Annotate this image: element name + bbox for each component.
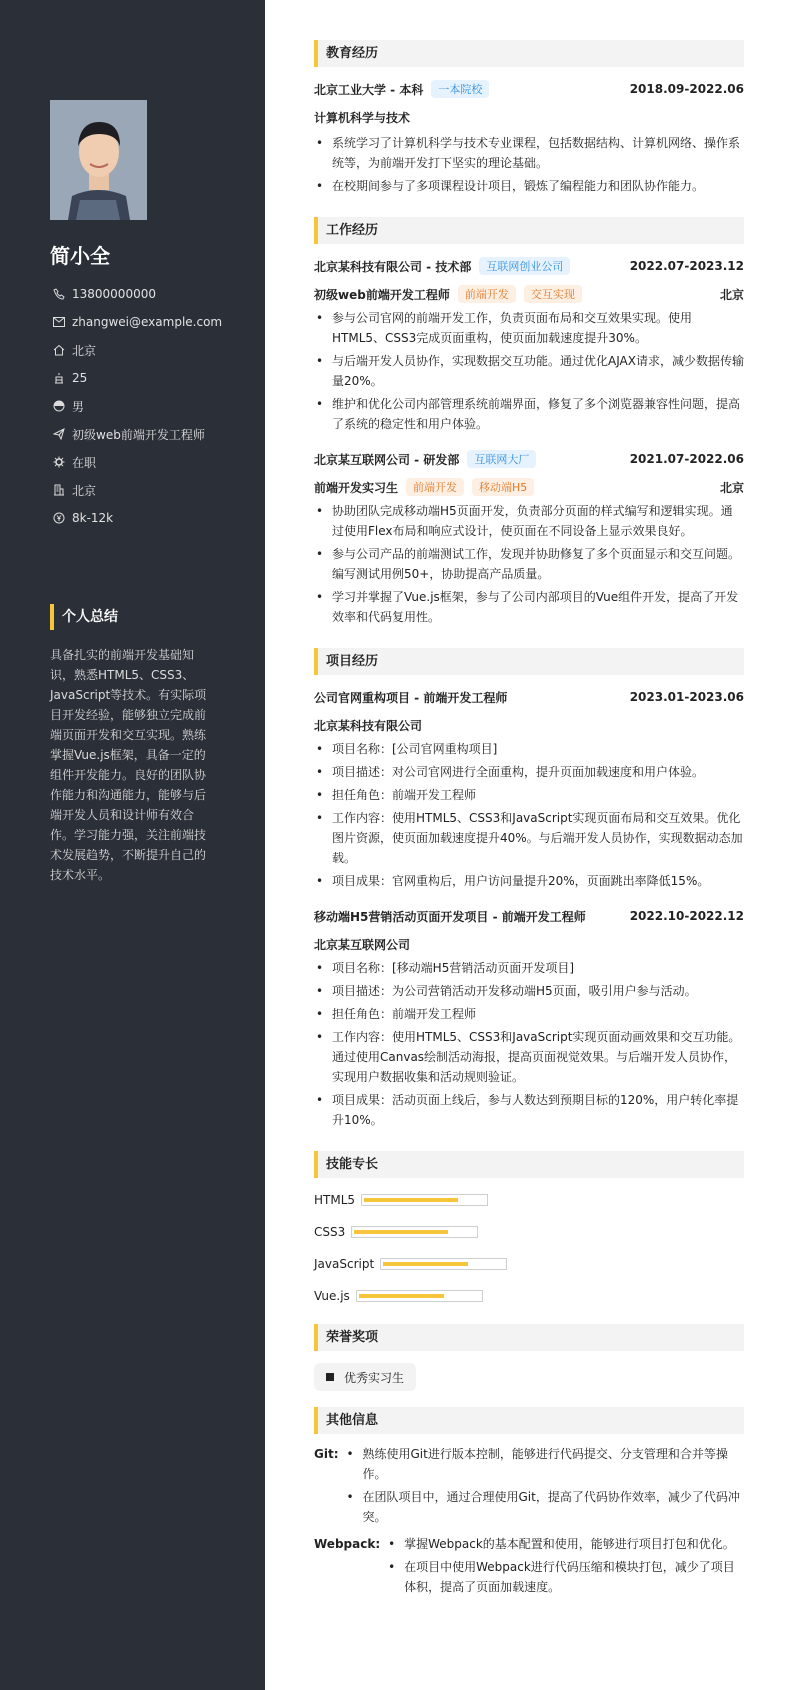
job-2-bullets [314,501,744,627]
info-location [50,336,222,364]
list-item: • 学习并掌握了Vue.js框架，参与了公司内部项目的Vue组件开发，提高了开发效率和代码复用性。 [314,587,744,627]
main-content [314,40,744,1600]
other-git [314,1444,744,1530]
info-age-text: 25 [72,371,88,385]
send-icon [50,428,68,440]
honor-badge [314,1363,416,1391]
job-2-header [314,445,744,473]
skills-section-title: 技能专长 [314,1151,744,1178]
skill-name: Vue.js [314,1289,350,1303]
profile-photo [50,100,147,220]
candidate-name: 简小全 [50,244,110,268]
education-section-title: 教育经历 [314,40,744,67]
building-icon [50,484,68,496]
work-section-title: 工作经历 [314,217,744,244]
list-item: • 熟练使用Git进行版本控制，能够进行代码提交、分支管理和合并等操作。 [345,1444,745,1484]
info-city [50,476,222,504]
job-2-date: 2021.07-2022.06 [629,452,744,466]
honor-label: 优秀实习生 [344,1370,405,1385]
project-1-company: 北京某科技有限公司 [314,718,423,733]
info-position-text: 初级web前端开发工程师 [72,427,205,442]
list-item: • 工作内容：使用HTML5、CSS3和JavaScript实现页面动画效果和交互功能。通过使用Canvas绘制活动海报，提高页面视觉效果。与后端开发人员协作，实现用户数据收集和活动规则验证。 [314,1027,744,1087]
age-icon [50,372,68,384]
skill-row [314,1184,744,1216]
skill-name: JavaScript [314,1257,375,1271]
info-location-text: 北京 [72,343,97,358]
project-2-company: 北京某互联网公司 [314,937,411,952]
job-1-role: 初级web前端开发工程师 [314,287,450,302]
skill-name: CSS3 [314,1225,346,1239]
job-1-role-row [314,280,744,308]
list-item: • 工作内容：使用HTML5、CSS3和JavaScript实现页面布局和交互效果。优化图片资源，使页面加载速度提升40%。与后端开发人员协作，实现数据动态加载。 [314,808,744,868]
contact-info-list [50,280,222,532]
list-item: • 协助团队完成移动端H5页面开发，负责部分页面的样式编写和逻辑实现。通过使用Flex布局和响应式设计，使页面在不同设备上显示效果良好。 [314,501,744,541]
job-1-date: 2022.07-2023.12 [629,259,744,273]
info-phone [50,280,222,308]
other-webpack-bullets [386,1534,744,1600]
job-2-company: 北京某互联网公司 - 研发部 [314,452,460,467]
others-section-title: 其他信息 [314,1407,744,1434]
list-item: • 担任角色：前端开发工程师 [314,785,744,805]
project-1-date: 2023.01-2023.06 [629,690,744,704]
job-2-tag: 互联网大厂 [467,450,536,468]
gender-icon [50,400,68,412]
project-2-date: 2022.10-2022.12 [629,909,744,923]
job-2-city: 北京 [719,480,744,495]
skill-bar [351,1226,478,1238]
list-item: • 在项目中使用Webpack进行代码压缩和模块打包，减少了项目体积，提高了页面加载速度。 [386,1557,744,1597]
skill-bar-fill [354,1230,448,1234]
info-status [50,448,222,476]
mail-icon [50,317,68,327]
job-1-company: 北京某科技有限公司 - 技术部 [314,259,472,274]
project-2-header [314,902,744,930]
sidebar [0,0,265,1690]
info-email [50,308,222,336]
education-bullets [314,133,744,196]
other-key: Git: [314,1447,339,1461]
other-git-bullets [345,1444,745,1530]
skill-bar-fill [359,1294,444,1298]
phone-icon [50,288,68,300]
project-2-bullets [314,958,744,1130]
major-name: 计算机科学与技术 [314,110,411,125]
skill-name: HTML5 [314,1193,356,1207]
honors-section-title: 荣誉奖项 [314,1324,744,1351]
info-salary-text: 8k-12k [72,511,114,525]
job-1-tag: 互联网创业公司 [479,257,570,275]
info-position [50,420,222,448]
info-gender-text: 男 [72,399,85,414]
skill-row [314,1280,744,1312]
skill-row [314,1216,744,1248]
summary-text: 具备扎实的前端开发基础知识，熟悉HTML5、CSS3、JavaScript等技术。有实际项目开发经验，能够独立完成前端页面开发和交互实现。熟练掌握Vue.js框架，具备一定的组件开发能力。良好的团队协作能力和沟通能力，能够与后端开发人员和设计师有效合作。学习能力强，关注前端技术发展趋势，不断提升自己的技术水平。 [50,648,207,882]
info-salary [50,504,222,532]
list-item: • 项目成果：官网重构后，用户访问量提升20%，页面跳出率降低15%。 [314,871,744,891]
list-item: • 在团队项目中，通过合理使用Git，提高了代码协作效率，减少了代码冲突。 [345,1487,745,1527]
other-webpack [314,1534,744,1600]
skill-row [314,1248,744,1280]
project-1-company-row [314,711,744,739]
home-icon [50,344,68,356]
list-item: • 担任角色：前端开发工程师 [314,1004,744,1024]
list-item: • 与后端开发人员协作，实现数据交互功能。通过优化AJAX请求，减少数据传输量20%。 [314,351,744,391]
list-item: • 项目描述：为公司营销活动开发移动端H5页面，吸引用户参与活动。 [314,981,744,1001]
list-item: • 参与公司产品的前端测试工作，发现并协助修复了多个页面显示和交互问题。编写测试用例50+，协助提高产品质量。 [314,544,744,584]
list-item: • 项目名称：[移动端H5营销活动页面开发项目] [314,958,744,978]
info-status-text: 在职 [72,455,97,470]
info-city-text: 北京 [72,483,97,498]
job-1-role-tag: 前端开发 [458,285,516,303]
job-2-role-tag: 前端开发 [406,478,464,496]
education-date: 2018.09-2022.06 [629,82,744,96]
projects-section-title: 项目经历 [314,648,744,675]
skill-bar-fill [383,1262,468,1266]
education-header [314,75,744,103]
project-2-name: 移动端H5营销活动页面开发项目 - 前端开发工程师 [314,909,586,924]
school-name: 北京工业大学 - 本科 [314,82,424,97]
summary-title: 个人总结 [50,604,118,630]
project-1-name: 公司官网重构项目 - 前端开发工程师 [314,690,508,705]
project-1-header [314,683,744,711]
list-item: • 参与公司官网的前端开发工作，负责页面布局和交互效果实现。使用HTML5、CSS3完成页面重构，使页面加载速度提升30%。 [314,308,744,348]
major-row [314,103,744,131]
square-bullet-icon [326,1373,334,1381]
info-phone-text: 13800000000 [72,287,156,301]
list-item: • 项目描述：对公司官网进行全面重构，提升页面加载速度和用户体验。 [314,762,744,782]
school-tag: 一本院校 [431,80,489,98]
skill-bar [380,1258,507,1270]
info-gender [50,392,222,420]
project-2-company-row [314,930,744,958]
list-item: • 系统学习了计算机科学与技术专业课程，包括数据结构、计算机网络、操作系统等，为前端开发打下坚实的理论基础。 [314,133,744,173]
job-2-role-tag: 移动端H5 [472,478,534,496]
list-item: • 在校期间参与了多项课程设计项目，锻炼了编程能力和团队协作能力。 [314,176,744,196]
job-1-city: 北京 [719,287,744,302]
list-item: • 掌握Webpack的基本配置和使用，能够进行项目打包和优化。 [386,1534,744,1554]
skill-bar [356,1290,483,1302]
other-key: Webpack: [314,1537,381,1551]
info-email-text: zhangwei@example.com [72,315,223,329]
job-1-header [314,252,744,280]
skill-bar [361,1194,488,1206]
job-1-bullets [314,308,744,434]
job-2-role: 前端开发实习生 [314,480,399,495]
info-age [50,364,222,392]
job-2-role-row [314,473,744,501]
project-1-bullets [314,739,744,891]
skill-bar-fill [364,1198,458,1202]
list-item: • 项目名称：[公司官网重构项目] [314,739,744,759]
job-1-role-tag: 交互实现 [524,285,582,303]
status-icon [50,456,68,468]
list-item: • 项目成果：活动页面上线后，参与人数达到预期目标的120%，用户转化率提升10%。 [314,1090,744,1130]
salary-icon [50,512,68,524]
list-item: • 维护和优化公司内部管理系统前端界面，修复了多个浏览器兼容性问题，提高了系统的稳定性和用户体验。 [314,394,744,434]
